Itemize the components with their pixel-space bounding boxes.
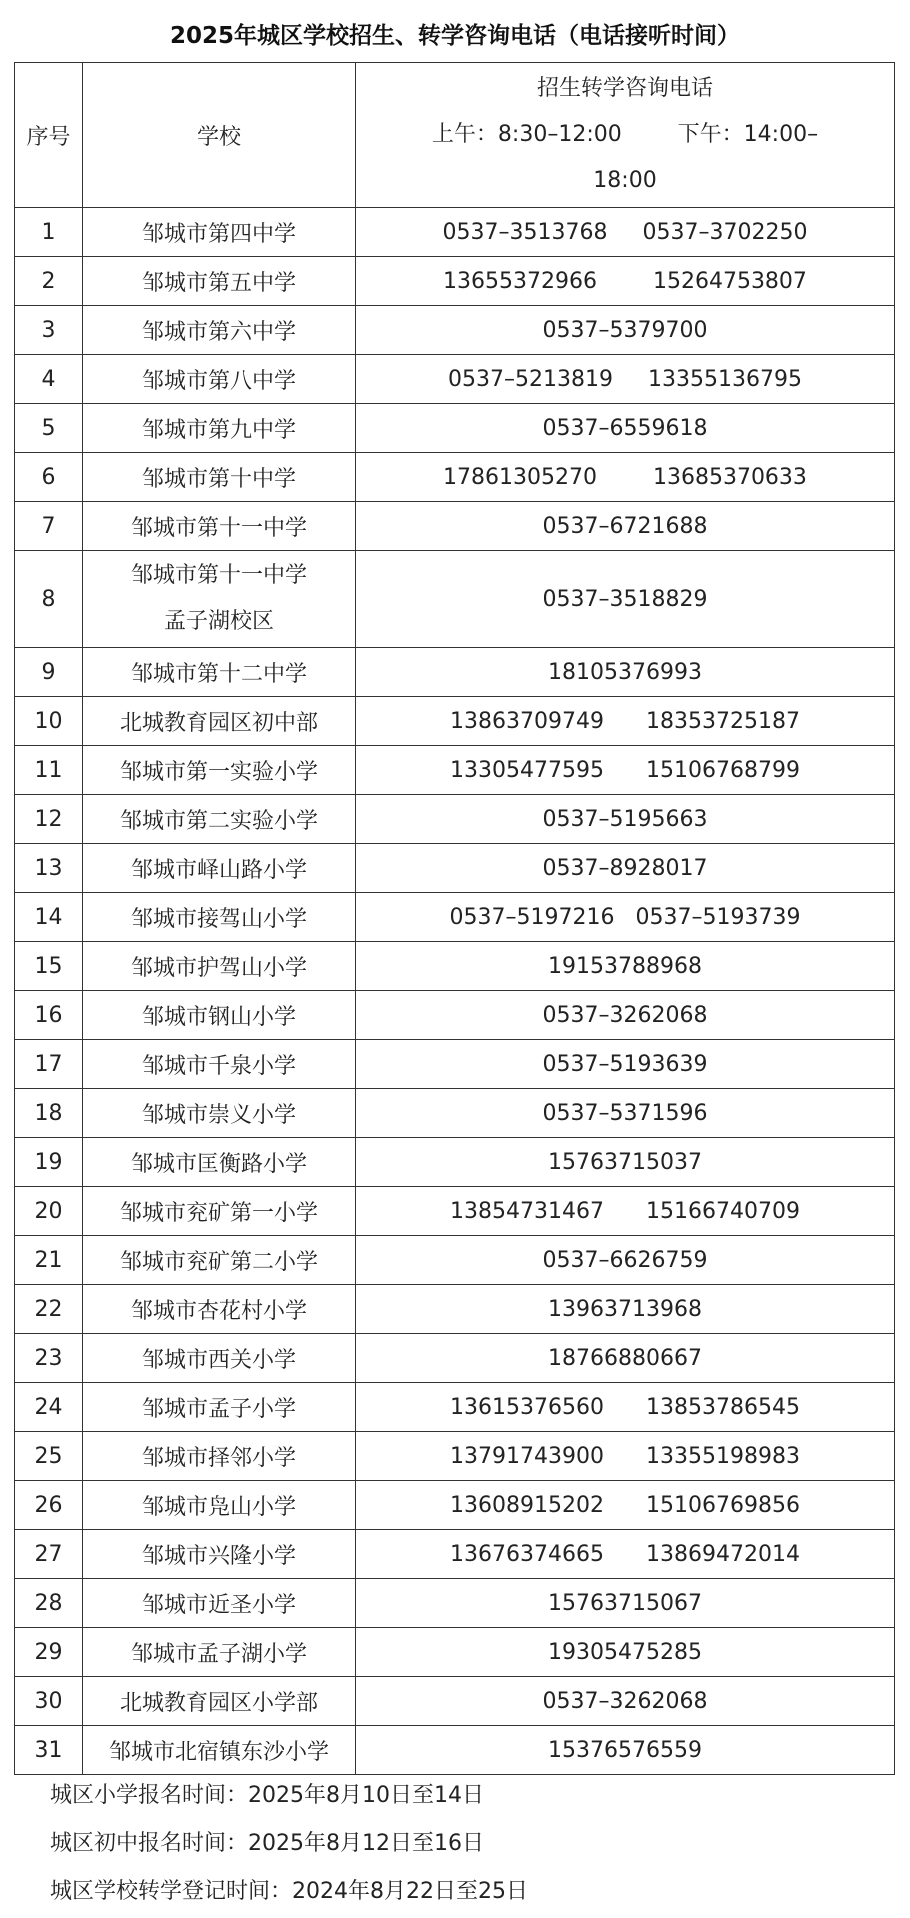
- school-name: 北城教育园区小学部: [83, 1677, 356, 1726]
- table-row: [15, 404, 895, 453]
- phone-table: [14, 62, 895, 1775]
- table-row: [15, 795, 895, 844]
- phone-numbers: 0537–3518829: [356, 551, 895, 648]
- header-index: 序号: [15, 63, 83, 208]
- school-name: [83, 551, 356, 648]
- school-name: 邹城市杏花村小学: [83, 1285, 356, 1334]
- row-index: 19: [15, 1138, 83, 1187]
- school-name: 邹城市兖矿第一小学: [83, 1187, 356, 1236]
- table-row: [15, 355, 895, 404]
- phone-numbers: 0537–6626759: [356, 1236, 895, 1285]
- table-row: [15, 1138, 895, 1187]
- phone-numbers: 17861305270 13685370633: [356, 453, 895, 502]
- phone-numbers: 0537–3262068: [356, 1677, 895, 1726]
- phone-numbers: 18766880667: [356, 1334, 895, 1383]
- row-index: 7: [15, 502, 83, 551]
- phone-numbers: 15376576559: [356, 1726, 895, 1775]
- table-row: [15, 1040, 895, 1089]
- note-middle-registration: 城区初中报名时间：2025年8月12日至16日: [50, 1831, 484, 1856]
- row-index: 1: [15, 208, 83, 257]
- school-name: 邹城市第一实验小学: [83, 746, 356, 795]
- row-index: 17: [15, 1040, 83, 1089]
- row-index: 2: [15, 257, 83, 306]
- row-index: 18: [15, 1089, 83, 1138]
- note-primary-registration: 城区小学报名时间：2025年8月10日至14日: [50, 1783, 484, 1808]
- row-index: 15: [15, 942, 83, 991]
- phone-numbers: 0537–3262068: [356, 991, 895, 1040]
- row-index: 30: [15, 1677, 83, 1726]
- phone-numbers: 0537–5213819 13355136795: [356, 355, 895, 404]
- row-index: 25: [15, 1432, 83, 1481]
- phone-numbers: 13655372966 15264753807: [356, 257, 895, 306]
- header-school: 学校: [83, 63, 356, 208]
- table-row: [15, 746, 895, 795]
- row-index: 31: [15, 1726, 83, 1775]
- row-index: 23: [15, 1334, 83, 1383]
- row-index: 12: [15, 795, 83, 844]
- phone-numbers: 0537–5379700: [356, 306, 895, 355]
- table-row: [15, 453, 895, 502]
- school-name: 邹城市第九中学: [83, 404, 356, 453]
- row-index: 6: [15, 453, 83, 502]
- row-index: 26: [15, 1481, 83, 1530]
- table-row: [15, 551, 895, 648]
- table-row: [15, 1677, 895, 1726]
- table-row: [15, 1383, 895, 1432]
- phone-numbers: 19153788968: [356, 942, 895, 991]
- table-row: [15, 1530, 895, 1579]
- phone-numbers: 13676374665 13869472014: [356, 1530, 895, 1579]
- school-name: 邹城市第八中学: [83, 355, 356, 404]
- school-name: 邹城市孟子小学: [83, 1383, 356, 1432]
- row-index: 21: [15, 1236, 83, 1285]
- table-body: [15, 208, 895, 1775]
- school-name: 邹城市第十二中学: [83, 648, 356, 697]
- school-name: 邹城市西关小学: [83, 1334, 356, 1383]
- phone-numbers: 0537–5195663: [356, 795, 895, 844]
- phone-numbers: 13615376560 13853786545: [356, 1383, 895, 1432]
- school-name: 邹城市凫山小学: [83, 1481, 356, 1530]
- page-title: 2025年城区学校招生、转学咨询电话（电话接听时间）: [169, 23, 740, 49]
- phone-numbers: 13863709749 18353725187: [356, 697, 895, 746]
- phone-numbers: 0537–6721688: [356, 502, 895, 551]
- table-row: [15, 1628, 895, 1677]
- school-name: 邹城市匡衡路小学: [83, 1138, 356, 1187]
- row-index: 8: [15, 551, 83, 648]
- table-row: [15, 1726, 895, 1775]
- row-index: 24: [15, 1383, 83, 1432]
- school-name: 邹城市崇义小学: [83, 1089, 356, 1138]
- table-row: [15, 1285, 895, 1334]
- school-name: 邹城市孟子湖小学: [83, 1628, 356, 1677]
- row-index: 29: [15, 1628, 83, 1677]
- phone-numbers: 13608915202 15106769856: [356, 1481, 895, 1530]
- school-name: 邹城市第十中学: [83, 453, 356, 502]
- header-phone-title: 招生转学咨询电话: [536, 76, 713, 101]
- phone-numbers: 0537–5197216 0537–5193739: [356, 893, 895, 942]
- row-index: 3: [15, 306, 83, 355]
- phone-numbers: 13791743900 13355198983: [356, 1432, 895, 1481]
- school-name: 邹城市千泉小学: [83, 1040, 356, 1089]
- row-index: 13: [15, 844, 83, 893]
- notes: [50, 1772, 528, 1916]
- header-phone-hours: 上午：8:30–12:00 下午：14:00–: [431, 122, 819, 147]
- school-name: 北城教育园区初中部: [83, 697, 356, 746]
- school-name-line2: 孟子湖校区: [163, 609, 274, 634]
- phone-numbers: 0537–6559618: [356, 404, 895, 453]
- table-row: [15, 1579, 895, 1628]
- table-row: [15, 1187, 895, 1236]
- phone-numbers: 18105376993: [356, 648, 895, 697]
- school-name: 邹城市第二实验小学: [83, 795, 356, 844]
- school-name: 邹城市钢山小学: [83, 991, 356, 1040]
- table-row: [15, 1089, 895, 1138]
- row-index: 14: [15, 893, 83, 942]
- phone-numbers: 13854731467 15166740709: [356, 1187, 895, 1236]
- phone-numbers: 13305477595 15106768799: [356, 746, 895, 795]
- table-row: [15, 1334, 895, 1383]
- school-name: 邹城市第五中学: [83, 257, 356, 306]
- table-row: [15, 208, 895, 257]
- table-header-row: [15, 63, 895, 208]
- row-index: 5: [15, 404, 83, 453]
- row-index: 9: [15, 648, 83, 697]
- table-row: [15, 257, 895, 306]
- phone-numbers: 19305475285: [356, 1628, 895, 1677]
- school-name: 邹城市近圣小学: [83, 1579, 356, 1628]
- school-name: 邹城市接驾山小学: [83, 893, 356, 942]
- row-index: 22: [15, 1285, 83, 1334]
- table-row: [15, 991, 895, 1040]
- school-name-line1: 邹城市第十一中学: [130, 563, 307, 588]
- table-row: [15, 306, 895, 355]
- phone-numbers: 0537–3513768 0537–3702250: [356, 208, 895, 257]
- school-name: 邹城市第四中学: [83, 208, 356, 257]
- table-row: [15, 1236, 895, 1285]
- table-row: [15, 502, 895, 551]
- school-name: 邹城市择邻小学: [83, 1432, 356, 1481]
- phone-numbers: 15763715067: [356, 1579, 895, 1628]
- header-phone-hours-end: 18:00: [593, 168, 657, 193]
- table-row: [15, 648, 895, 697]
- table-row: [15, 893, 895, 942]
- school-name: 邹城市第十一中学: [83, 502, 356, 551]
- phone-numbers: 0537–5193639: [356, 1040, 895, 1089]
- row-index: 10: [15, 697, 83, 746]
- table-row: [15, 1432, 895, 1481]
- row-index: 4: [15, 355, 83, 404]
- school-name: 邹城市峄山路小学: [83, 844, 356, 893]
- row-index: 16: [15, 991, 83, 1040]
- row-index: 11: [15, 746, 83, 795]
- school-name: 邹城市北宿镇东沙小学: [83, 1726, 356, 1775]
- school-name: 邹城市护驾山小学: [83, 942, 356, 991]
- school-name: 邹城市兖矿第二小学: [83, 1236, 356, 1285]
- row-index: 27: [15, 1530, 83, 1579]
- header-phone: [356, 63, 895, 208]
- row-index: 20: [15, 1187, 83, 1236]
- school-name: 邹城市兴隆小学: [83, 1530, 356, 1579]
- phone-numbers: 13963713968: [356, 1285, 895, 1334]
- school-name: 邹城市第六中学: [83, 306, 356, 355]
- table-row: [15, 1481, 895, 1530]
- row-index: 28: [15, 1579, 83, 1628]
- table-row: [15, 697, 895, 746]
- table-row: [15, 844, 895, 893]
- phone-numbers: 0537–8928017: [356, 844, 895, 893]
- note-transfer-registration: 城区学校转学登记时间：2024年8月22日至25日: [50, 1879, 528, 1904]
- phone-numbers: 15763715037: [356, 1138, 895, 1187]
- phone-numbers: 0537–5371596: [356, 1089, 895, 1138]
- table-row: [15, 942, 895, 991]
